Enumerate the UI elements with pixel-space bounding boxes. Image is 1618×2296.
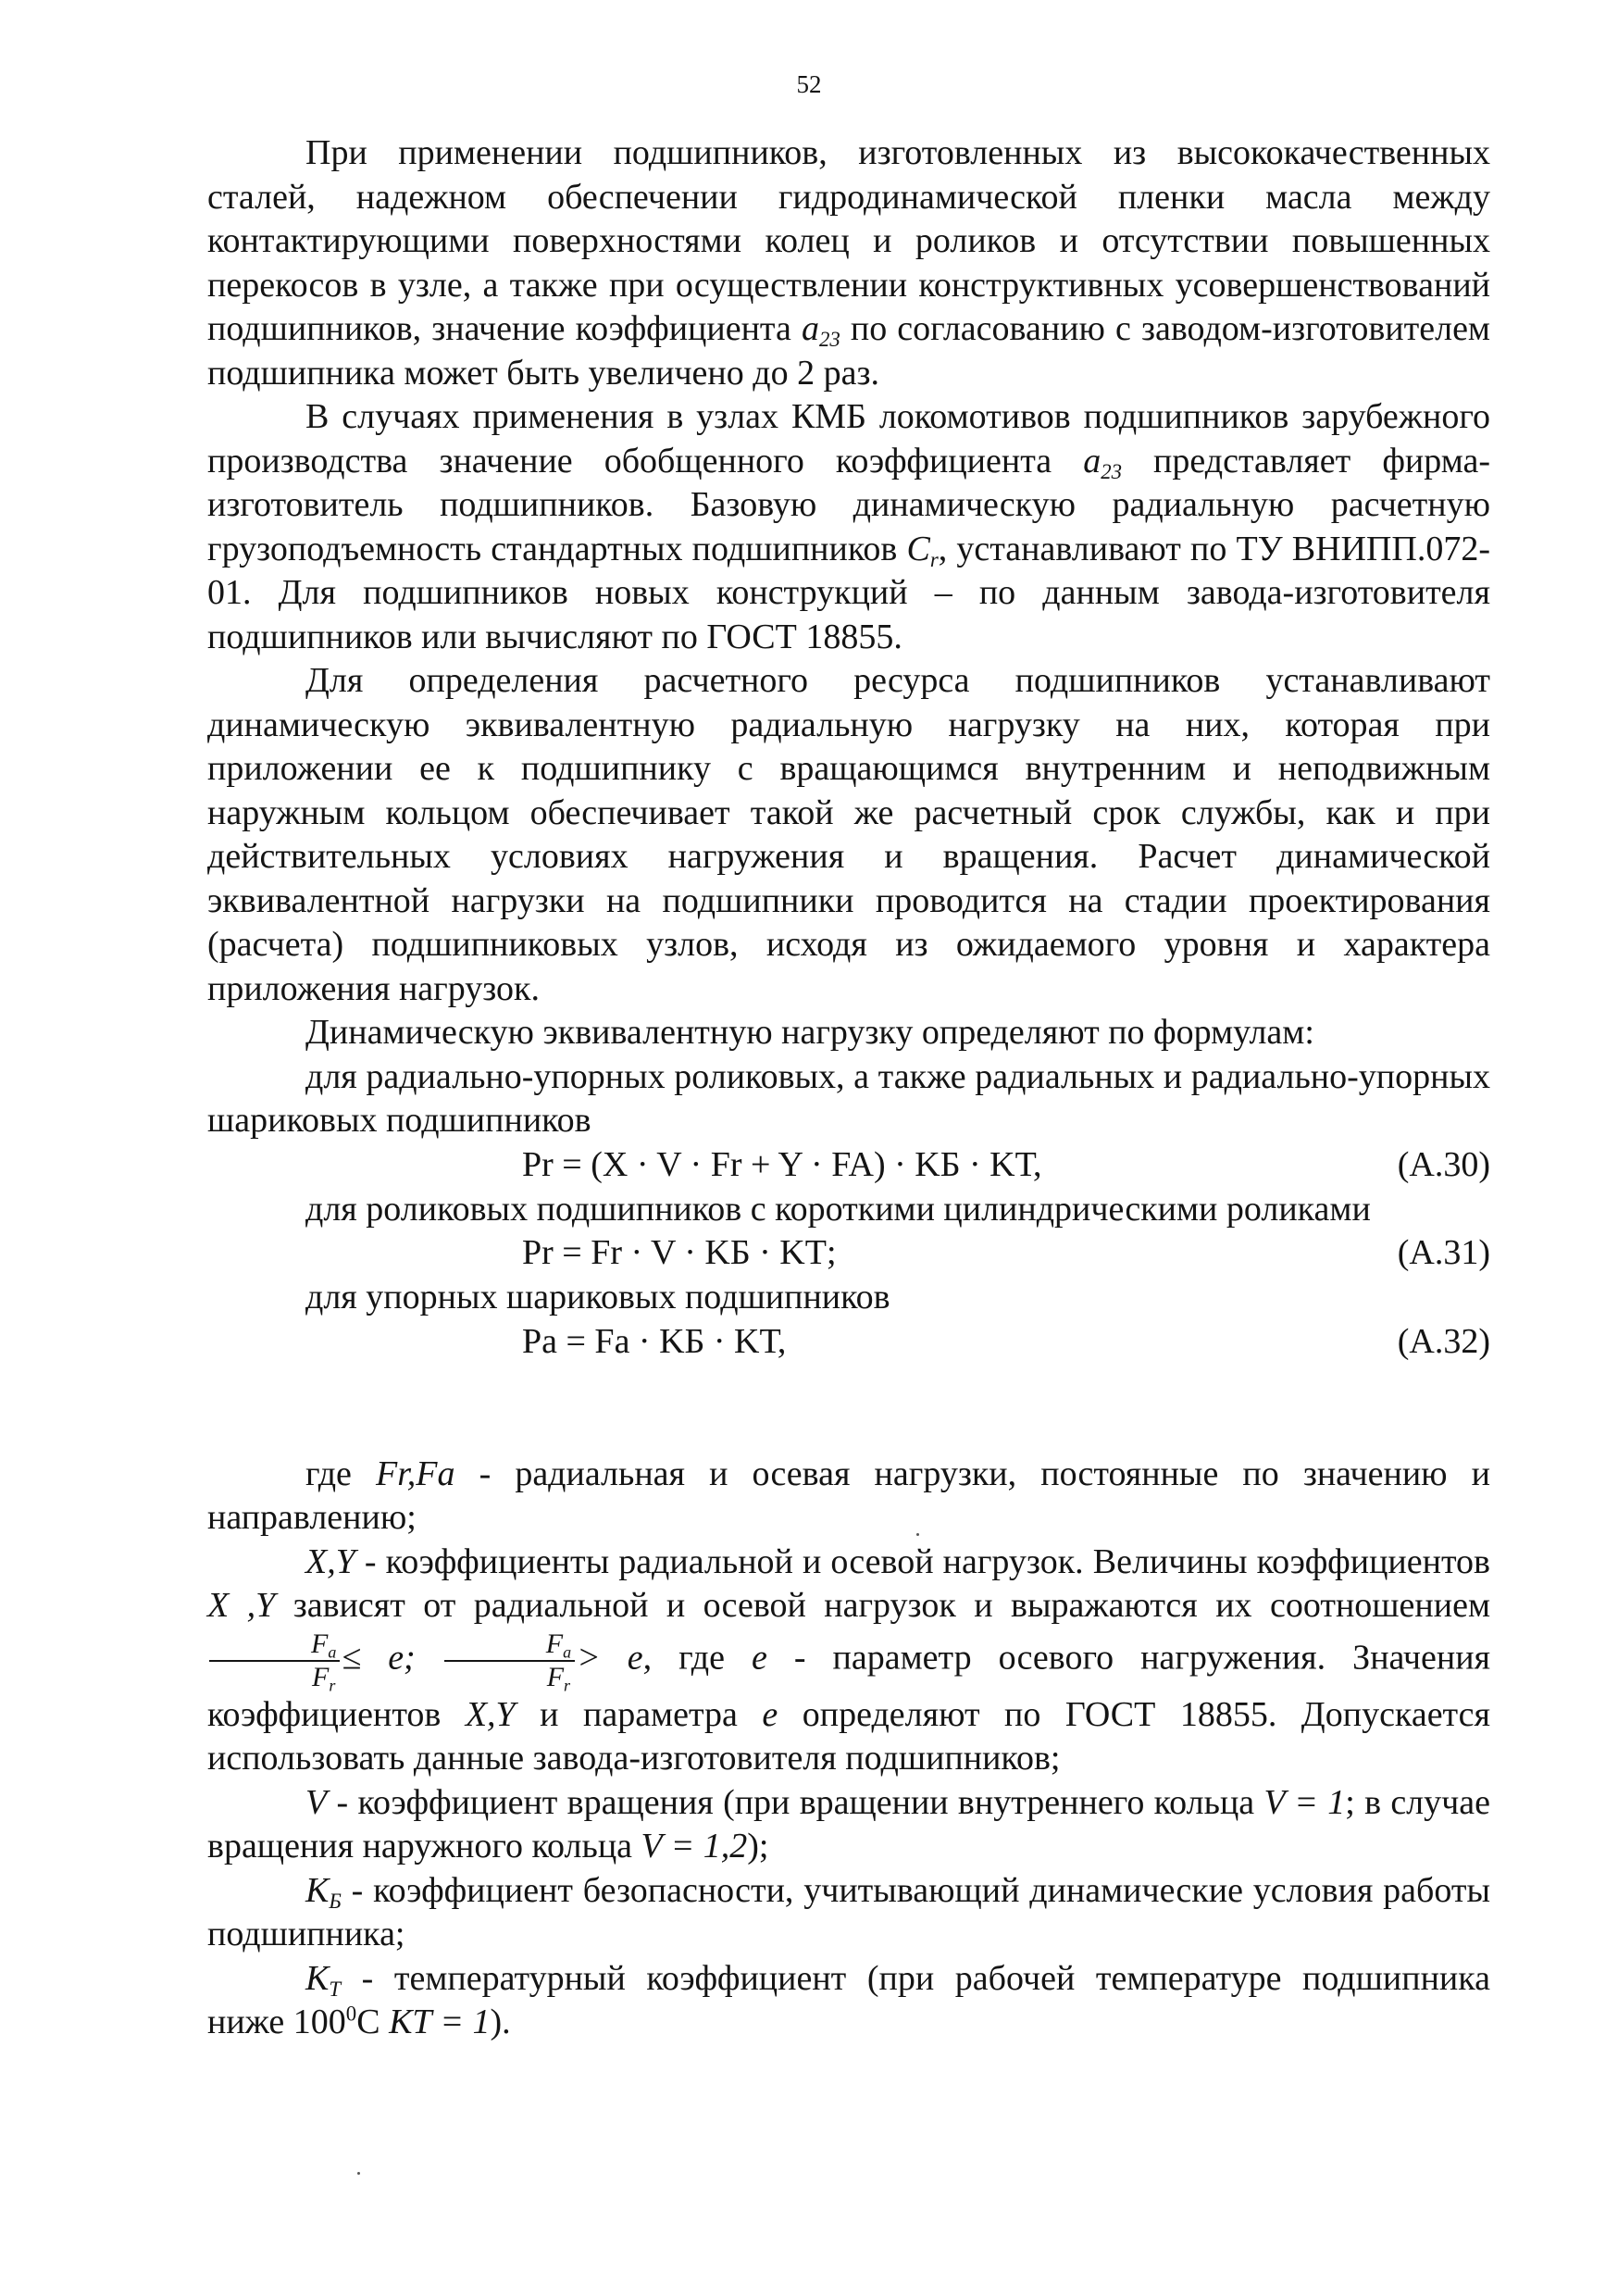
paragraph-4: Динамическую эквивалентную нагрузку определяют по формулам: <box>305 1013 1314 1052</box>
equation-number: (А.32) <box>1397 1321 1490 1361</box>
coef-a23: $a_{23}$ <box>1083 441 1122 483</box>
symbol-v: V <box>305 1782 328 1822</box>
equation-number: (А.31) <box>1397 1233 1490 1272</box>
symbol-kb: $K_Б$ <box>305 1870 342 1913</box>
equation-a32 <box>207 1320 1490 1365</box>
page-number: 52 <box>796 70 822 98</box>
equation-formula: Pa = Fa · KБ · KТ, <box>522 1321 787 1361</box>
definition-kb: $K_Б$ - коэффициент безопасности, учитывающий динамические условия работы подшипника; <box>207 1870 1490 1953</box>
symbol-x-y: X,Y <box>305 1541 355 1581</box>
symbol-fr-fa: Fr,Fa <box>375 1454 455 1493</box>
equation-formula: Pr = (X · V · Fr + Y · FA) · KБ · KТ, <box>522 1144 1042 1184</box>
fraction-fa-fr: $\frac{F_a}{F_r}$ <box>444 1628 575 1693</box>
spacer <box>207 1365 1490 1453</box>
coef-cr: $C_r$ <box>906 529 939 571</box>
equation-a31 <box>207 1231 1490 1276</box>
fraction-fa-fr: $\frac{F_a}{F_r}$ <box>209 1628 340 1693</box>
scan-speck <box>916 1533 919 1536</box>
definition-v: V - коэффициент вращения (при вращении внутреннего кольца V = 1; в случае вращения наружного кольца V = 1,2); <box>207 1782 1490 1866</box>
equation-a30 <box>207 1143 1490 1188</box>
paragraph-1: При применении подшипников, изготовленных из высококачественных сталей, надежном обеспечении гидродинамической пленки масла между контактирующими поверхностями колец и роликов и отсутствии повышенных перекосов в узле, а также при осуществлении конструктивных усовершенствований подшипников, значение коэффициента $a_{23}$ по согласованию с заводом-изготовителем подшипника может быть увеличено до 2 раз. <box>207 133 1490 393</box>
definition-kt: $K_T$ - температурный коэффициент (при рабочей температуре подшипника ниже $100^0C$ KT = 1). <box>207 1958 1490 2041</box>
definition-x-y: X,Y - коэффициенты радиальной и осевой нагрузок. Величины коэффициентов X ,Y зависят от радиальной и осевой нагрузок и выражаются их соотношением $\frac{F_a}{F_r}$ ≤ e; $\frac{F_a}{F_r}$ > e, где e - параметр осевого нагружения. Значения коэффициентов X,Y и параметра e определяют по ГОСТ 18855. Допускается использовать данные завода-изготовителя подшипников; <box>207 1541 1491 1778</box>
equation-number: (А.30) <box>1397 1144 1490 1184</box>
paragraph-7: для упорных шариковых подшипников <box>305 1278 890 1316</box>
paragraph-6: для роликовых подшипников с короткими цилиндрическими роликами <box>305 1189 1371 1229</box>
paragraph-5: для радиально-упорных роликовых, а также радиальных и радиально-упорных шариковых подшипников <box>207 1056 1490 1140</box>
paragraph-2: В случаях применения в узлах КМБ локомотивов подшипников зарубежного производства значение обобщенного коэффициента $a_{23}$ представляет фирма-изготовитель подшипников. Базовую динамическую радиальную расчетную грузоподъемность стандартных подшипников $C_r$, устанавливают по ТУ ВНИПП.072-01. Для подшипников новых конструкций – по данным завода-изготовителя подшипников или вычисляют по ГОСТ 18855. <box>207 397 1491 656</box>
document-body <box>207 131 1490 2045</box>
coef-a23: $a_{23}$ <box>801 309 840 351</box>
scan-speck <box>357 2172 360 2175</box>
symbol-kt: $K_T$ <box>305 1958 342 2001</box>
definition-fr-fa: где Fr,Fa - радиальная и осевая нагрузки, постоянные по значению и направлению; <box>207 1454 1490 1537</box>
equation-formula: Pr = Fr · V · KБ · KТ; <box>522 1233 837 1272</box>
paragraph-3: Для определения расчетного ресурса подшипников устанавливают динамическую эквивалентную радиальную нагрузку на них, которая при приложении ее к подшипнику с вращающимся внутренним и неподвижным наружным кольцом обеспечивает такой же расчетный срок службы, как и при действительных условиях нагружения и вращения. Расчет динамической эквивалентной нагрузки на подшипники проводится на стадии проектирования (расчета) подшипниковых узлов, исходя из ожидаемого уровня и характера приложения нагрузок. <box>207 661 1490 1008</box>
